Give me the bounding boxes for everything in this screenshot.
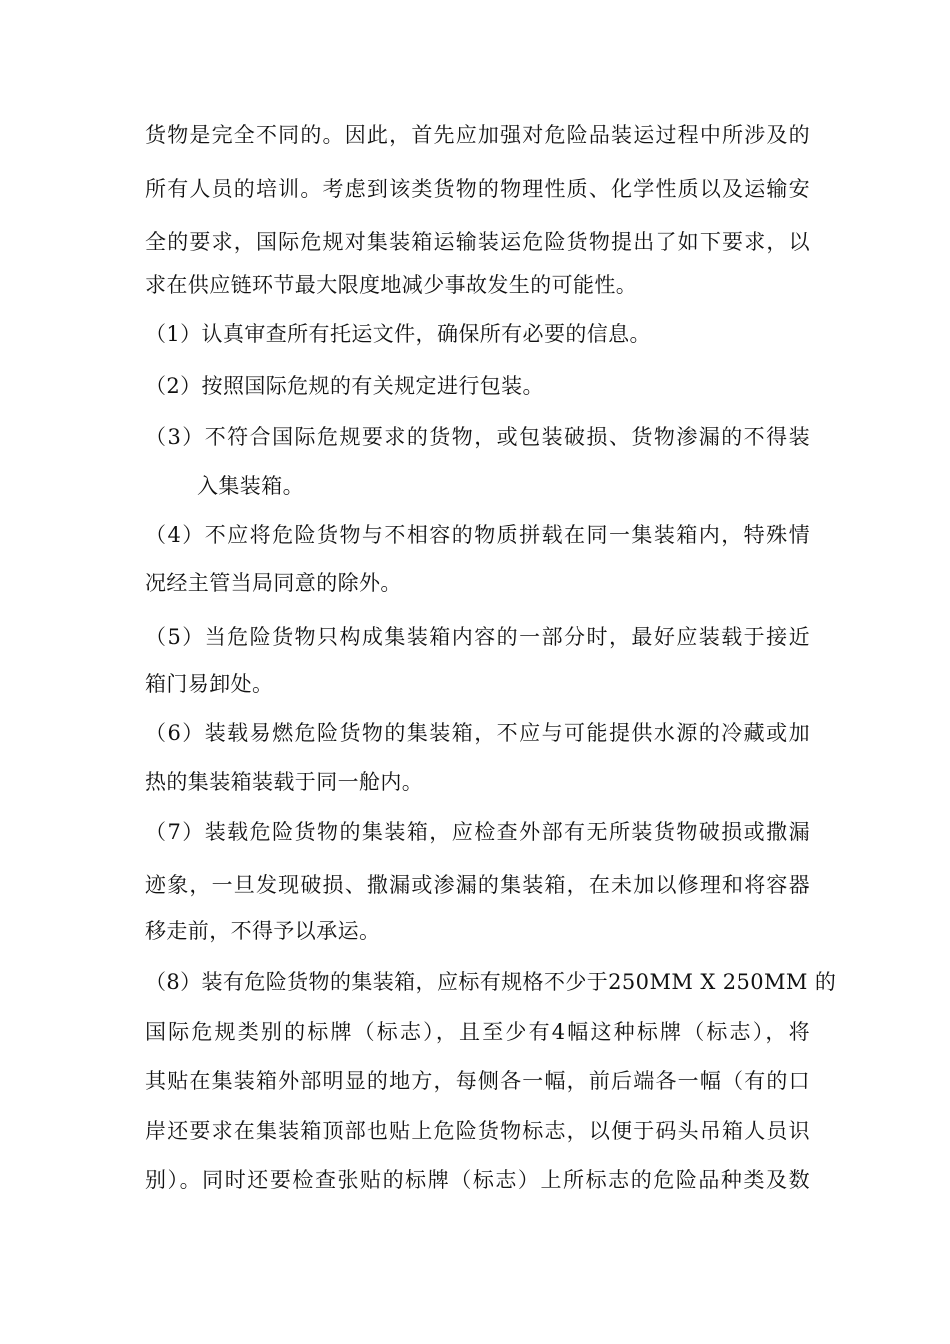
list-item-6: （6）装载易燃危险货物的集装箱，不应与可能提供水源的冷藏或加 [145,721,810,745]
list-item-7: （7）装载危险货物的集装箱，应检查外部有无所装货物破损或撒漏 [145,820,810,844]
list-item-3: （3）不符合国际危规要求的货物，或包装破损、货物渗漏的不得装 [145,425,810,449]
list-item-7-continuation: 移走前，不得予以承运。 [145,919,381,943]
list-item-8-continuation: 国际危规类别的标牌（标志），且至少有4幅这种标牌（标志），将 [145,1020,810,1044]
list-item-5: （5）当危险货物只构成集装箱内容的一部分时，最好应装载于接近 [145,625,810,649]
list-item-8-continuation: 别）。同时还要检查张贴的标牌（标志）上所标志的危险品种类及数 [145,1168,810,1192]
list-item-7-continuation: 迹象，一旦发现破损、撒漏或渗漏的集装箱，在未加以修理和将容器 [145,873,810,897]
list-item-3-continuation: 入集装箱。 [197,474,304,498]
paragraph-line: 所有人员的培训。考虑到该类货物的物理性质、化学性质以及运输安 [145,177,810,201]
list-item-6-continuation: 热的集装箱装载于同一舱内。 [145,770,424,794]
list-item-8: （8）装有危险货物的集装箱，应标有规格不少于250MM X 250MM 的 [145,970,837,994]
list-item-4: （4）不应将危险货物与不相容的物质拼载在同一集装箱内，特殊情 [145,523,810,547]
list-item-1: （1）认真审查所有托运文件，确保所有必要的信息。 [145,322,651,346]
paragraph-line: 货物是完全不同的。因此，首先应加强对危险品装运过程中所涉及的 [145,123,810,147]
list-item-8-continuation: 其贴在集装箱外部明显的地方，每侧各一幅，前后端各一幅（有的口 [145,1069,810,1093]
paragraph-line: 求在供应链环节最大限度地减少事故发生的可能性。 [145,273,638,297]
list-item-5-continuation: 箱门易卸处。 [145,672,274,696]
list-item-4-continuation: 况经主管当局同意的除外。 [145,571,402,595]
list-item-2: （2）按照国际危规的有关规定进行包装。 [145,374,544,398]
paragraph-line: 全的要求，国际危规对集装箱运输装运危险货物提出了如下要求，以 [145,230,810,254]
list-item-8-continuation: 岸还要求在集装箱顶部也贴上危险货物标志，以便于码头吊箱人员识 [145,1119,810,1143]
